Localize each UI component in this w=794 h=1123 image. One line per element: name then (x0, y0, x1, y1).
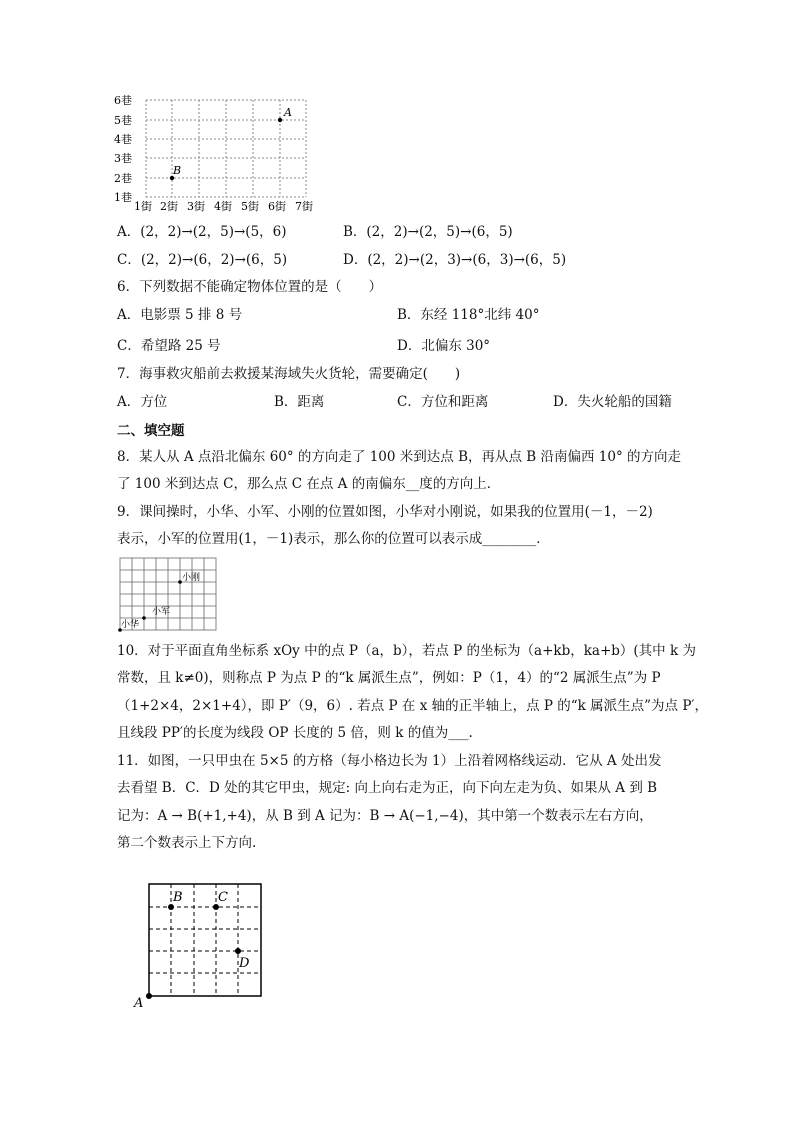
col-labels (134, 199, 313, 213)
point-c-label: C (218, 890, 228, 905)
q5-option-a: A．(2，2)→(2，5)→(5，6) (117, 224, 287, 240)
q6-option-d: D．北偏东 30° (397, 338, 491, 354)
q10-line3: （1+2×4，2×1+4），即 P′（9，6）. 若点 P 在 x 轴的正半轴上，点 P 的“k 属派生点”为点 P′， (117, 698, 708, 714)
q5-option-b: B．(2，2)→(2，5)→(6，5) (343, 224, 513, 240)
xiaohua-label: 小华 (121, 620, 140, 630)
row-label: 2巷 (114, 172, 132, 185)
q7-option-a: A．方位 (117, 394, 168, 410)
q10-line1: 10．对于平面直角坐标系 xOy 中的点 P（a，b），若点 P 的坐标为（a+kb，ka+b）(其中 k 为 (117, 643, 696, 659)
q10-line4: 且线段 PP′的长度为线段 OP 长度的 5 倍，则 k 的值为___. (117, 725, 473, 741)
q11-figure (128, 876, 273, 1011)
q8-line1: 8．某人从 A 点沿北偏东 60° 的方向走了 100 米到达点 B，再从点 B 沿南偏西 10° 的方向走 (117, 449, 682, 465)
point-b-label: B (173, 890, 183, 905)
row-label: 3巷 (114, 152, 132, 165)
q9-line1: 9．课间操时，小华、小军、小刚的位置如图，小华对小刚说，如果我的位置用(－1，－2) (117, 504, 653, 520)
xiaojun-label: 小军 (152, 607, 171, 617)
q7-stem: 7．海事救灾船前去救援某海域失火货轮，需要确定( ) (117, 366, 461, 382)
col-label: 2街 (160, 200, 178, 213)
section-title: 二、填空题 (117, 423, 185, 439)
q9-line2: 表示，小军的位置用(1，－1)表示，那么你的位置可以表示成________． (117, 531, 550, 547)
point-b-label: B (173, 164, 182, 177)
q6-stem: 6．下列数据不能确定物体位置的是（ ） (117, 279, 383, 295)
col-label: 3街 (187, 200, 205, 213)
q11-grid (128, 876, 273, 1011)
q7-option-d: D．失火轮船的国籍 (553, 394, 672, 410)
point-a-label: A (284, 106, 292, 119)
point-d-label: D (239, 956, 250, 971)
col-label: 1街 (134, 200, 152, 213)
q11-line2: 去看望 B．C．D 处的其它甲虫，规定: 向上向右走为正，向下向左走为负、如果从 A 到 B (117, 780, 658, 796)
q7-option-b: B．距离 (274, 394, 325, 410)
q11-line3: 记为：A → B(+1,+4)，从 B 到 A 记为：B → A(−1,−4)，其中第一个数表示左右方向， (117, 808, 653, 824)
row-label: 4巷 (114, 133, 132, 146)
row-label: 1巷 (114, 191, 132, 204)
q6-option-c: C．希望路 25 号 (117, 338, 221, 354)
q9-figure (118, 556, 220, 634)
q7-option-c: C．方位和距离 (397, 394, 489, 410)
q11-line1: 11．如图，一只甲虫在 5×5 的方格（每小格边长为 1）上沿着网格线运动．它从 A 处出发 (117, 753, 662, 769)
q6-option-b: B．东经 118°北纬 40° (397, 307, 540, 323)
q8-line2: 了 100 米到达点 C，那么点 C 在点 A 的南偏东__度的方向上． (117, 476, 501, 492)
row-label: 6巷 (114, 94, 132, 107)
row-labels (114, 94, 132, 204)
point-d-dot (235, 948, 241, 954)
street-lane-figure (112, 92, 342, 217)
street-lane-grid (112, 92, 342, 217)
q6-option-a: A．电影票 5 排 8 号 (117, 307, 243, 323)
xiaojun-dot (142, 616, 146, 620)
q5-option-c: C．(2，2)→(6，2)→(6，5) (117, 252, 288, 268)
point-a-label: A (134, 996, 144, 1011)
q10-line2: 常数，且 k≠0)，则称点 P 为点 P 的“k 属派生点”，例如：P（1，4）的“2 属派生点”为 P (117, 670, 661, 686)
point-a-dot (278, 118, 282, 122)
xiaogang-label: 小刚 (182, 573, 201, 583)
col-label: 5街 (241, 200, 259, 213)
row-label: 5巷 (114, 114, 132, 127)
col-label: 7街 (295, 200, 313, 213)
q5-option-d: D．(2，2)→(2，3)→(6，3)→(6，5) (343, 252, 567, 268)
col-label: 4街 (214, 200, 232, 213)
point-a-dot (146, 993, 152, 999)
q9-grid (118, 556, 220, 634)
col-label: 6街 (268, 200, 286, 213)
q11-line4: 第二个数表示上下方向. (117, 835, 257, 851)
